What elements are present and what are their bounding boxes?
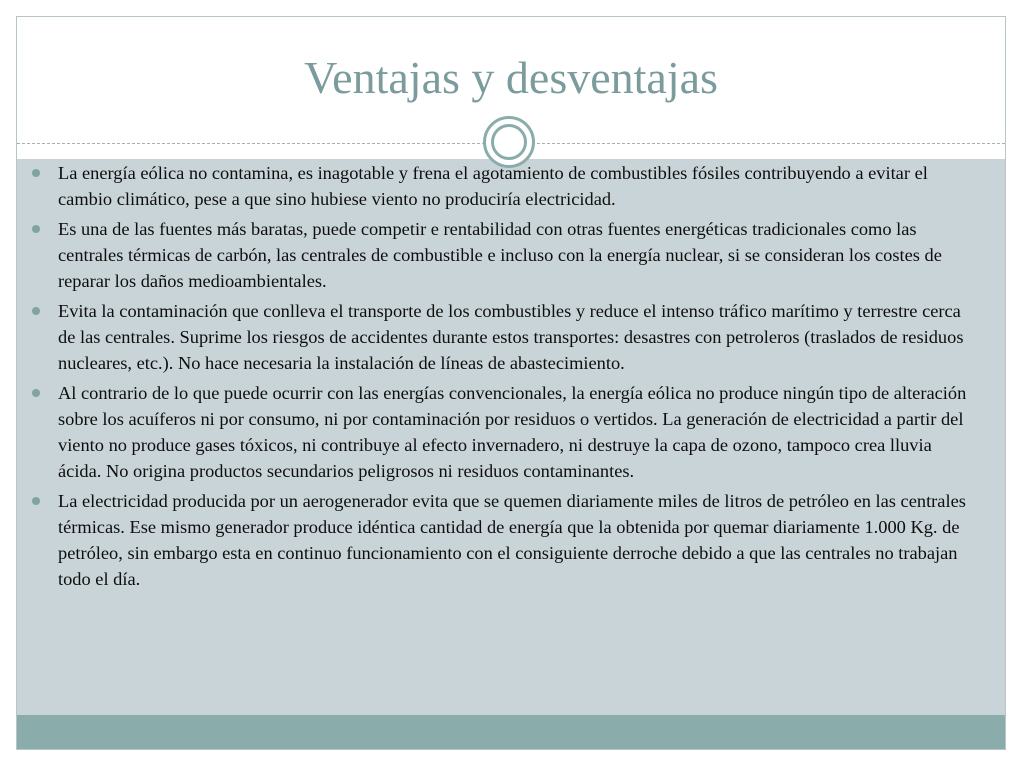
bullet-dot-icon [32,307,40,315]
bullet-item [22,160,972,212]
bullet-text: Es una de las fuentes más baratas, puede competir e rentabilidad con otras fuentes energéticas tradicionales como las centrales térmicas de carbón, las centrales de combustible e incluso con la energía nuclear, si se consideran los costes de reparar los daños medioambientales. [58,219,942,291]
bullet-dot-icon [32,169,40,177]
bullet-dot-icon [32,225,40,233]
bullet-item [22,488,972,592]
bullet-text: Evita la contaminación que conlleva el transporte de los combustibles y reduce el intenso tráfico marítimo y terrestre cerca de las centrales. Suprime los riesgos de accidentes durante estos transportes: desastres con petroleros (traslados de residuos nucleares, etc.). No hace necesaria la instalación de líneas de abastecimiento. [58,301,964,373]
bullet-item [22,380,972,484]
bullet-text: Al contrario de lo que puede ocurrir con las energías convencionales, la energía eólica no produce ningún tipo de alteración sobre los acuíferos ni por consumo, ni por contaminación por residuos o vertidos. La generación de electricidad a partir del viento no produce gases tóxicos, ni contribuye al efecto invernadero, ni destruye la capa de ozono, tampoco crea lluvia ácida. No origina productos secundarios peligrosos ni residuos contaminantes. [58,383,967,481]
slide-title: Ventajas y desventajas [304,52,718,103]
bullet-item [22,216,972,294]
bottom-band [17,715,1005,750]
circle-ornament-inner [491,124,527,160]
bullet-dot-icon [32,497,40,505]
bullet-text: La energía eólica no contamina, es inagotable y frena el agotamiento de combustibles fósiles contribuyendo a evitar el cambio climático, pese a que sino hubiese viento no produciría electricidad. [58,163,928,209]
bullet-item [22,298,972,376]
bullet-dot-icon [32,389,40,397]
bullet-text: La electricidad producida por un aerogenerador evita que se quemen diariamente miles de litros de petróleo en las centrales térmicas. Ese mismo generador produce idéntica cantidad de energía que la obtenida por quemar diariamente 1.000 Kg. de petróleo, sin embargo esta en continuo funcionamiento con el consiguiente derroche debido a que las centrales no trabajan todo el día. [58,491,966,589]
bullet-list [22,160,972,596]
